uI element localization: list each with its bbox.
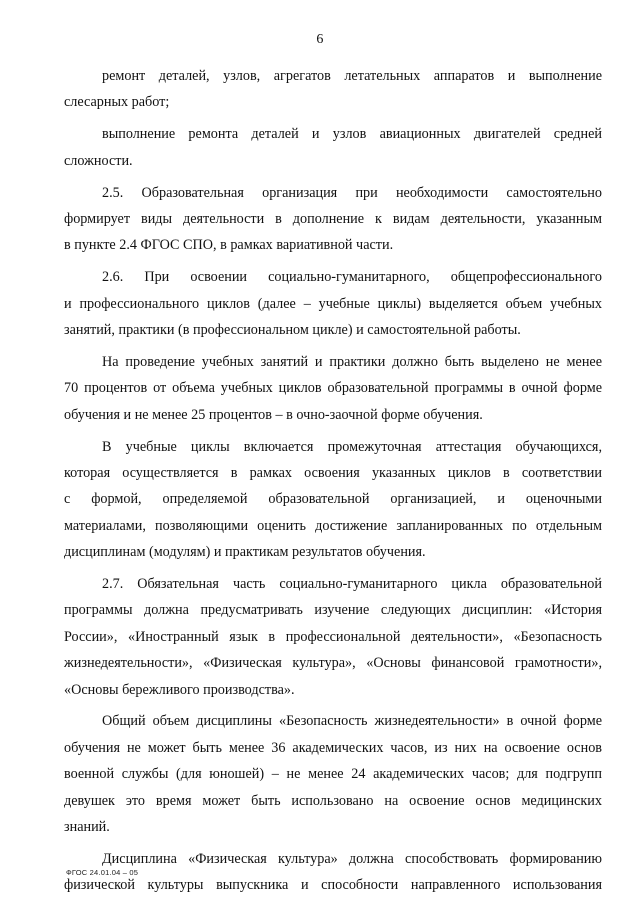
text-line: выполнение ремонта деталей и узлов авиационных двигателей средней: [102, 126, 602, 143]
text-line: которая осуществляется в рамках освоения указанных циклов в соответствии: [64, 464, 602, 481]
text-line: с формой, определяемой образовательной организацией, и оценочными: [64, 491, 602, 508]
text-line: в пункте 2.4 ФГОС СПО, в рамках вариативной части.: [64, 237, 394, 254]
text-line: физической культуры выпускника и способности направленного использования: [64, 877, 602, 894]
paragraph-attestation: [64, 434, 602, 566]
text-line: На проведение учебных занятий и практики должно быть выделено не менее: [102, 353, 602, 370]
paragraph-engine-repair: [64, 121, 602, 174]
text-line: ремонт деталей, узлов, агрегатов летательных аппаратов и выполнение: [102, 68, 602, 84]
text-line: России», «Иностранный язык в профессиональной деятельности», «Безопасность: [64, 628, 602, 645]
paragraph-repair-parts: [64, 63, 602, 116]
text-line: жизнедеятельности», «Физическая культура», «Основы финансовой грамотности»,: [64, 655, 602, 672]
paragraph-2-6: [64, 264, 602, 343]
text-line: формирует виды деятельности в дополнение к видам деятельности, указанным: [64, 210, 602, 227]
text-line: Дисциплина «Физическая культура» должна способствовать формированию: [102, 850, 602, 867]
text-line: обучения и не менее 25 процентов – в очно-заочной форме обучения.: [64, 406, 483, 423]
page-number: 6: [316, 32, 324, 47]
text-line: слесарных работ;: [64, 94, 170, 111]
paragraph-life-safety-hours: [64, 708, 602, 840]
text-line: 70 процентов от объема учебных циклов образовательной программы в очной форме: [64, 380, 602, 397]
text-line: 2.6. При освоении социально-гуманитарного, общепрофессионального: [102, 269, 602, 286]
text-line: сложности.: [64, 152, 133, 169]
paragraph-physical-culture: [64, 846, 602, 899]
text-line: военной службы (для юношей) – не менее 24 академических часов; для подгрупп: [64, 766, 602, 783]
text-line: занятий, практики (в профессиональном цикле) и самостоятельной работы.: [64, 322, 521, 339]
text-line: дисциплинам (модулям) и практикам результатов обучения.: [64, 544, 426, 561]
paragraph-2-7: [64, 571, 602, 703]
paragraph-2-5: [64, 180, 602, 259]
text-line: и профессионального циклов (далее – учебные циклы) выделяется объем учебных: [64, 295, 602, 312]
text-line: 2.7. Обязательная часть социально-гуманитарного цикла образовательной: [102, 576, 602, 593]
paragraph-class-volume: [64, 349, 602, 428]
text-line: знаний.: [64, 819, 110, 836]
text-line: обучения не может быть менее 36 академических часов, из них на освоение основ: [64, 739, 602, 756]
text-line: материалами, позволяющими оценить достижение запланированных по отдельным: [64, 517, 602, 534]
text-line: программы должна предусматривать изучение следующих дисциплин: «История: [64, 602, 602, 619]
text-line: В учебные циклы включается промежуточная аттестация обучающихся,: [102, 438, 602, 455]
text-line: 2.5. Образовательная организация при необходимости самостоятельно: [102, 184, 602, 201]
text-line: «Основы бережливого производства».: [64, 681, 295, 698]
text-line: Общий объем дисциплины «Безопасность жизнедеятельности» в очной форме: [102, 713, 602, 730]
text-line: девушек это время может быть использовано на освоение основ медицинских: [64, 792, 602, 809]
document-body: [64, 63, 602, 899]
document-footer-code: ФГОС 24.01.04 – 05: [66, 868, 139, 877]
